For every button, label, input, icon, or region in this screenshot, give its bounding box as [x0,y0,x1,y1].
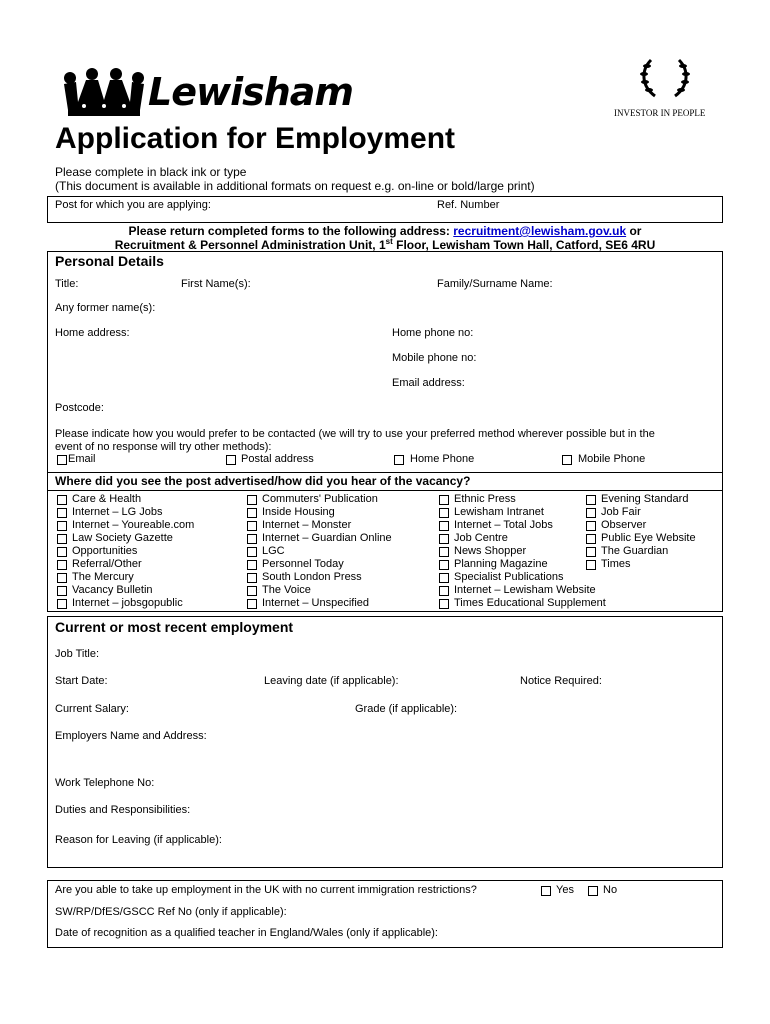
checkbox-label: Specialist Publications [454,571,564,583]
checkbox-label: The Voice [262,584,311,596]
checkbox[interactable] [586,534,596,544]
duties-field-label[interactable]: Duties and Responsibilities: [55,804,191,816]
checkbox-label: Care & Health [72,493,142,505]
checkbox-label: Internet – Youreable.com [72,519,195,531]
checkbox-label: The Guardian [601,545,669,557]
checkbox-label: South London Press [262,571,362,583]
recruitment-email-link[interactable]: recruitment@lewisham.gov.uk [453,224,627,238]
checkbox[interactable] [439,560,449,570]
checkbox[interactable] [439,508,449,518]
post-field-label[interactable]: Post for which you are applying: [55,199,211,211]
return-address-end: Floor, Lewisham Town Hall, Catford, SE6 4RU [392,238,656,252]
checkbox[interactable] [57,521,67,531]
employer-field-label[interactable]: Employers Name and Address: [55,730,207,742]
vacancy-source-heading: Where did you see the post advertised/how did you hear of the vacancy? [55,474,471,488]
checkbox[interactable] [439,573,449,583]
checkbox-label: Internet – Lewisham Website [454,584,596,596]
page-title: Application for Employment [55,122,456,155]
checkbox-label: Job Fair [601,506,641,518]
checkbox-label: Job Centre [454,532,508,544]
checkbox-label: Law Society Gazette [72,532,173,544]
checkbox-label: Email [68,453,96,465]
checkbox[interactable] [247,573,257,583]
checkbox-label: Internet – LG Jobs [72,506,163,518]
return-text: Please return completed forms to the following address: [128,224,454,238]
checkbox-label: Yes [556,884,574,896]
checkbox[interactable] [586,495,596,505]
checkbox-label: Observer [601,519,647,531]
checkbox-label: Lewisham Intranet [454,506,544,518]
salary-field-label[interactable]: Current Salary: [55,703,129,715]
checkbox[interactable] [247,547,257,557]
current-employment-section [47,616,723,868]
ref-number-label[interactable]: Ref. Number [437,199,500,211]
checkbox-label: Planning Magazine [454,558,548,570]
checkbox-label: Postal address [241,453,314,465]
lewisham-logo [62,68,352,120]
return-address-start: Recruitment & Personnel Administration Unit, 1 [114,238,386,252]
checkbox[interactable] [247,508,257,518]
checkbox[interactable] [439,521,449,531]
checkbox[interactable] [247,599,257,609]
return-address-line1 [0,224,770,238]
checkbox-label: Home Phone [410,453,475,465]
notice-field-label[interactable]: Notice Required: [520,675,602,687]
current-employment-heading: Current or most recent employment [55,619,294,635]
checkbox-label: Times [601,558,631,570]
job-title-field-label[interactable]: Job Title: [55,648,100,660]
checkbox[interactable] [57,599,67,609]
home-phone-field-label[interactable]: Home phone no: [392,327,474,339]
checkbox-label: Inside Housing [262,506,335,518]
checkbox-label: The Mercury [72,571,134,583]
return-or: or [626,224,642,238]
checkbox[interactable] [586,547,596,557]
checkbox[interactable] [439,547,449,557]
ref-no-field-label[interactable]: SW/RP/DfES/GSCC Ref No (only if applicable): [55,906,287,918]
checkbox-label: Ethnic Press [454,493,516,505]
checkbox[interactable] [247,560,257,570]
checkbox-label: Personnel Today [262,558,344,570]
grade-field-label[interactable]: Grade (if applicable): [355,703,458,715]
first-names-field-label[interactable]: First Name(s): [181,278,251,290]
checkbox-label: Times Educational Supplement [454,597,606,609]
checkbox-label: Internet – Guardian Online [262,532,392,544]
crown-icon [62,68,146,118]
checkbox[interactable] [57,455,67,465]
work-telephone-field-label[interactable]: Work Telephone No: [55,777,155,789]
immigration-question: Are you able to take up employment in the UK with no current immigration restrictions? [55,884,477,896]
checkbox-label: Public Eye Website [601,532,696,544]
qts-date-field-label[interactable]: Date of recognition as a qualified teacher in England/Wales (only if applicable): [55,927,438,939]
checkbox-label: Vacancy Bulletin [72,584,153,596]
checkbox-label: Referral/Other [72,558,142,570]
checkbox[interactable] [57,586,67,596]
checkbox[interactable] [247,521,257,531]
checkbox-label: Internet – Total Jobs [454,519,553,531]
checkbox[interactable] [439,599,449,609]
checkbox-label: Mobile Phone [578,453,646,465]
checkbox-label: Opportunities [72,545,138,557]
checkbox[interactable] [57,547,67,557]
checkbox[interactable] [394,455,404,465]
instruction-formats: (This document is available in additional formats on request e.g. on-line or bold/large print) [55,179,535,193]
ordinal-suffix: st [385,237,393,246]
personal-details-heading: Personal Details [55,253,164,269]
laurel-wreath-icon [637,52,693,102]
checkbox-label: Commuters' Publication [262,493,378,505]
contact-preference-text-2: event of no response will try other methods): [55,441,272,453]
vacancy-heading-divider [47,490,723,491]
checkbox[interactable] [586,508,596,518]
home-address-field-label[interactable]: Home address: [55,327,130,339]
checkbox[interactable] [439,586,449,596]
checkbox[interactable] [439,534,449,544]
checkbox[interactable] [439,495,449,505]
logo-wordmark: Lewisham [148,70,354,114]
checkbox-label: LGC [262,545,285,557]
checkbox-label: No [603,884,618,896]
checkbox[interactable] [226,455,236,465]
iip-caption: INVESTOR IN PEOPLE [614,108,706,118]
checkbox[interactable] [562,455,572,465]
checkbox-label: Evening Standard [601,493,689,505]
instruction-ink: Please complete in black ink or type [55,165,247,179]
checkbox[interactable] [541,886,551,896]
checkbox[interactable] [588,886,598,896]
leaving-date-field-label[interactable]: Leaving date (if applicable): [264,675,399,687]
mobile-phone-field-label[interactable]: Mobile phone no: [392,352,477,364]
checkbox[interactable] [586,521,596,531]
postcode-field-label[interactable]: Postcode: [55,402,104,414]
checkbox[interactable] [57,534,67,544]
email-address-field-label[interactable]: Email address: [392,377,465,389]
checkbox-label: News Shopper [454,545,527,557]
checkbox[interactable] [586,560,596,570]
checkbox[interactable] [247,586,257,596]
checkbox[interactable] [247,495,257,505]
checkbox[interactable] [247,534,257,544]
checkbox-label: Internet – Monster [262,519,352,531]
title-field-label[interactable]: Title: [55,278,79,290]
investor-in-people-logo [610,52,720,122]
checkbox-label: Internet – Unspecified [262,597,370,609]
checkbox[interactable] [57,495,67,505]
checkbox[interactable] [57,573,67,583]
former-names-field-label[interactable]: Any former name(s): [55,302,156,314]
family-name-field-label[interactable]: Family/Surname Name: [437,278,553,290]
checkbox[interactable] [57,508,67,518]
contact-preference-text: Please indicate how you would prefer to be contacted (we will try to use your preferred method wherever possible but in the [55,428,655,440]
start-date-field-label[interactable]: Start Date: [55,675,108,687]
reason-for-leaving-field-label[interactable]: Reason for Leaving (if applicable): [55,834,222,846]
return-address-line2 [0,237,770,252]
checkbox-label: Internet – jobsgopublic [72,597,183,609]
checkbox[interactable] [57,560,67,570]
